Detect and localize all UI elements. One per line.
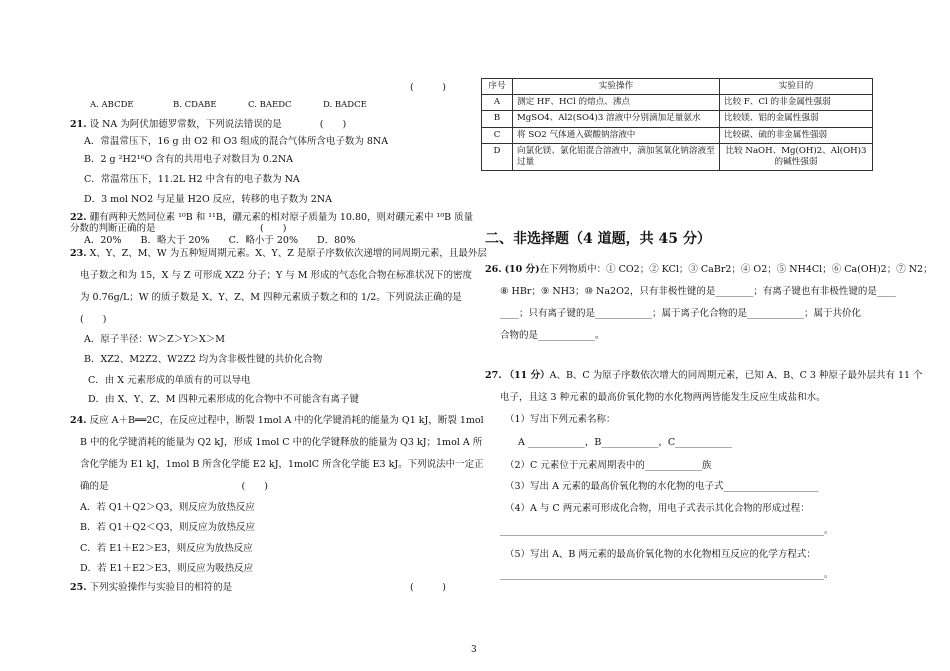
- q22-options: A．20% B．略大于 20% C．略小于 20% D．80%: [84, 235, 356, 246]
- q24-stem-line-4: 确的是 ( ): [80, 481, 268, 492]
- question-stem: 设 NA 为阿伏加德罗常数，下列说法错误的是 ( ): [89, 119, 347, 130]
- q27-sub-3: （3）写出 A 元素的最高价氧化物的水化物的电子式____________________: [505, 481, 819, 492]
- question-number: 24.: [70, 415, 87, 426]
- question-stem-line: 在下列物质中：① CO2；② KCl；③ CaBr2；④ O2；⑤ NH4Cl；⑥ Ca(OH)2；⑦ N2；: [539, 264, 933, 275]
- question-number: 27.: [485, 370, 502, 381]
- q23-stem-line-3: 为 0.76g/L；W 的质子数是 X、Y、Z、M 四种元素质子数之和的 1/2。下列说法正确的是: [80, 292, 462, 303]
- q27-sub-5-answer-line: ________________________________________________________________________。: [500, 570, 834, 580]
- question-stem: 下列实验操作与实验目的相符的是: [89, 582, 233, 593]
- question-21: [70, 119, 346, 131]
- question-23: [70, 248, 487, 260]
- row-index: D: [482, 143, 513, 170]
- q21-option-d: D．3 mol NO2 与足量 H2O 反应，转移的电子数为 2NA: [84, 194, 333, 205]
- prev-option-c: C. BAEDC: [248, 100, 292, 110]
- prev-option-d: D. BADCE: [323, 100, 367, 110]
- question-24: [70, 415, 484, 427]
- question-stem-line: A、B、C 为原子序数依次增大的同周期元素，已知 A、B、C 3 种原子最外层共有 11 个: [549, 370, 923, 381]
- q23-option-c: C．由 X 元素形成的单质有的可以导电: [88, 375, 251, 386]
- q27-sub-2: （2）C 元素位于元素周期表中的____________族: [505, 460, 712, 471]
- q26-line-4: 合物的是____________。: [500, 330, 605, 341]
- question-stem-line: 硼有两种天然同位素 ¹⁰B 和 ¹¹B，硼元素的相对原子质量为 10.80，则对硼元素中 ¹⁰B 质量: [89, 212, 474, 223]
- table-row: [482, 95, 873, 111]
- row-index: C: [482, 127, 513, 143]
- q23-stem-line-2: 电子数之和为 15，X 与 Z 可形成 XZ2 分子；Y 与 M 形成的气态化合物在标准状况下的密度: [80, 270, 473, 281]
- question-number: 23.: [70, 248, 87, 259]
- table-row: [482, 143, 873, 170]
- question-number: 21.: [70, 119, 87, 130]
- question-27: [485, 370, 923, 382]
- row-purpose: 比较碳、硫的非金属性强弱: [720, 127, 873, 143]
- q23-option-d: D．由 X、Y、Z、M 四种元素形成的化合物中不可能含有离子键: [88, 394, 360, 405]
- table-row: [482, 111, 873, 127]
- q27-sub-1: （1）写出下列元素名称：: [505, 414, 616, 425]
- header-purpose: 实验目的: [720, 79, 873, 95]
- row-purpose: 比较 F、Cl 的非金属性强弱: [720, 95, 873, 111]
- question-number: 22.: [70, 212, 87, 223]
- q27-line-2: 电子，且这 3 种元素的最高价氧化物的水化物两两皆能发生反应生成盐和水。: [500, 392, 826, 403]
- question-number: 25.: [70, 582, 87, 593]
- question-score: （11 分）: [504, 370, 550, 381]
- row-operation: 向氯化镁、氯化铝混合溶液中，滴加氢氧化钠溶液至过量: [513, 143, 720, 170]
- prev-option-a: A. ABCDE: [90, 100, 134, 110]
- question-score: (10 分): [504, 264, 540, 275]
- row-purpose: 比较镁、铝的金属性强弱: [720, 111, 873, 127]
- header-index: 序号: [482, 79, 513, 95]
- q24-stem-line-3: 含化学能为 E1 kJ，1mol B 所含化学能 E2 kJ，1molC 所含化学能 E3 kJ。下列说法中一定正: [80, 459, 484, 470]
- table-header-row: [482, 79, 873, 95]
- page-number: 3: [471, 645, 477, 655]
- q24-option-d: D．若 E1＋E2＞E3，则反应为吸热反应: [80, 563, 254, 574]
- q21-option-a: A．常温常压下，16 g 由 O2 和 O3 组成的混合气体所含电子数为 8NA: [84, 136, 389, 147]
- q22-stem-line-2: 分数的判断正确的是 ( ): [70, 223, 287, 234]
- q23-option-b: B．XZ2、M2Z2、W2Z2 均为含非极性键的共价化合物: [84, 354, 323, 365]
- header-operation: 实验操作: [513, 79, 720, 95]
- paren-top: ( ): [410, 82, 446, 93]
- q27-sub-4-answer-line: ________________________________________________________________________。: [500, 526, 834, 536]
- question-stem-line: X、Y、Z、M、W 为五种短周期元素。X、Y、Z 是原子序数依次递增的同周期元素，且最外层: [89, 248, 487, 259]
- prev-option-b: B. CDABE: [173, 100, 217, 110]
- row-index: B: [482, 111, 513, 127]
- q27-sub-1-blanks: A ____________，B____________，C____________: [518, 437, 733, 448]
- table-row: [482, 127, 873, 143]
- q24-option-a: A．若 Q1＋Q2＞Q3，则反应为放热反应: [80, 502, 255, 513]
- q25-paren: ( ): [410, 582, 446, 593]
- q24-stem-line-2: B 中的化学键消耗的能量为 Q2 kJ，形成 1mol C 中的化学键释放的能量为 Q3 kJ；1mol A 所: [80, 437, 483, 448]
- row-purpose: 比较 NaOH、Mg(OH)2、Al(OH)3 的碱性强弱: [720, 143, 873, 170]
- row-operation: 将 SO2 气体通入碳酸钠溶液中: [513, 127, 720, 143]
- row-index: A: [482, 95, 513, 111]
- q26-line-3: ____；只有离子键的是____________；属于离子化合物的是____________；属于共价化: [500, 308, 862, 319]
- question-stem-line: 反应 A＋B══2C，在反应过程中，断裂 1mol A 中的化学键消耗的能量为 Q1 kJ，断裂 1mol: [89, 415, 484, 426]
- row-operation: MgSO4、Al2(SO4)3 溶液中分别滴加足量氨水: [513, 111, 720, 127]
- section-title: 二、非选择题（4 道题，共 45 分）: [485, 231, 711, 247]
- question-26: [485, 264, 933, 276]
- experiment-table: [481, 78, 873, 171]
- q27-sub-5: （5）写出 A、B 两元素的最高价氧化物的水化物相互反应的化学方程式：: [505, 549, 816, 560]
- question-25: [70, 582, 232, 594]
- q21-option-b: B．2 g ²H2¹⁶O 含有的共用电子对数目为 0.2NA: [84, 154, 294, 165]
- q27-sub-4: （4）A 与 C 两元素可形成化合物，用电子式表示其化合物的形成过程：: [505, 503, 810, 514]
- q24-option-c: C．若 E1＋E2＞E3，则反应为放热反应: [80, 543, 253, 554]
- q23-option-a: A．原子半径：W＞Z＞Y＞X＞M: [84, 334, 225, 345]
- row-operation: 测定 HF、HCl 的熔点、沸点: [513, 95, 720, 111]
- q21-option-c: C．常温常压下，11.2L H2 中含有的电子数为 NA: [84, 174, 300, 185]
- q23-stem-line-4: ( ): [80, 314, 107, 325]
- q26-line-2: ⑧ HBr；⑨ NH3；⑩ Na2O2，只有非极性键的是________；有离子键也有非极性键的是____: [500, 286, 896, 297]
- q24-option-b: B．若 Q1＋Q2＜Q3，则反应为放热反应: [80, 522, 255, 533]
- question-number: 26.: [485, 264, 502, 275]
